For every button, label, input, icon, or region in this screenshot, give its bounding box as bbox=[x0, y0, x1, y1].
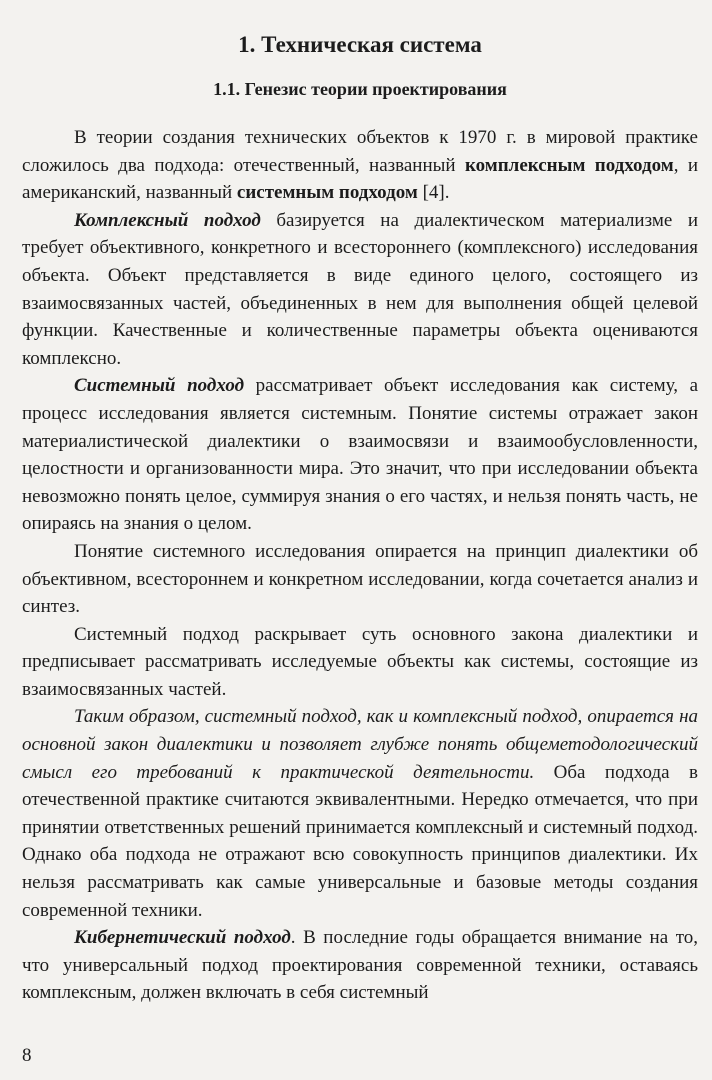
paragraph-7-text: . В последние годы обращается внимание на то, что универсальный подход проектирования современной техники, оставаясь комплексным, должен включать в себя системный bbox=[22, 927, 698, 1004]
paragraph-1-text-2: , и американский, названный bbox=[22, 154, 698, 204]
chapter-title: 1. Техническая система bbox=[238, 32, 482, 57]
paragraph-2-term: Комплексный подход bbox=[74, 209, 261, 231]
paragraph-3-term: Системный подход bbox=[74, 375, 245, 397]
paragraph-4: Понятие системного исследования опирается на принцип диалектики об объективном, всестороннем и конкретном исследовании, когда сочетается анализ и синтез. bbox=[22, 540, 698, 618]
paragraph-2-text: базируется на диалектическом материализме и требует объективного, конкретного и всестороннего (комплексного) исследования объекта. Объект представляется в виде единого целого, состоящего из взаимосвязанных частей, объединенных в нем для выполнения общей целевой функции. Качественные и количественные параметры объекта оцениваются комплексно. bbox=[22, 209, 698, 369]
paragraph-7 bbox=[22, 924, 698, 1007]
term-system-approach: системным подходом bbox=[236, 182, 418, 204]
body-text bbox=[22, 124, 698, 1007]
paragraph-3-text: рассматривает объект исследования как систему, а процесс исследования является системным. Понятие системы отражает закон материалистической диалектики о взаимосвязи и взаимообусловленности, целостности и организованности мира. Это значит, что при исследовании объекта невозможно понять целое, суммируя знания о его частях, и нельзя понять часть, не опираясь на знания о целом. bbox=[22, 375, 698, 535]
paragraph-7-term: Кибернетический подход bbox=[74, 927, 291, 949]
paragraph-1 bbox=[22, 124, 698, 207]
paragraph-1-text-3: [4]. bbox=[417, 182, 450, 204]
paragraph-6-italic: Таким образом, системный подход, как и комплексный подход, опирается на основной закон диалектики и позволяет глубже понять общеметодологический смысл его требований к практической деятельности. bbox=[22, 706, 698, 783]
paragraph-3 bbox=[22, 372, 698, 538]
paragraph-2 bbox=[22, 207, 698, 373]
paragraph-5: Системный подход раскрывает суть основного закона диалектики и предписывает рассматривать исследуемые объекты как системы, состоящие из взаимосвязанных частей. bbox=[22, 623, 698, 700]
paragraph-1-text-1: В теории создания технических объектов к 1970 г. в мировой практике сложилось два подхода: отечественный, названный bbox=[22, 127, 698, 176]
paragraph-6 bbox=[22, 703, 698, 924]
section-title: 1.1. Генезис теории проектирования bbox=[213, 79, 507, 99]
paragraph-6-text: Оба подхода в отечественной практике считаются эквивалентными. Нередко отмечается, что при принятии ответственных решений принимается комплексный и системный подход. Однако оба подхода не отражают всю совокупность принципов диалектики. Их нельзя рассматривать как самые универсальные и базовые методы создания современной техники. bbox=[22, 761, 698, 921]
page-number: 8 bbox=[22, 1045, 32, 1066]
term-complex-approach: комплексным подходом bbox=[464, 154, 674, 176]
